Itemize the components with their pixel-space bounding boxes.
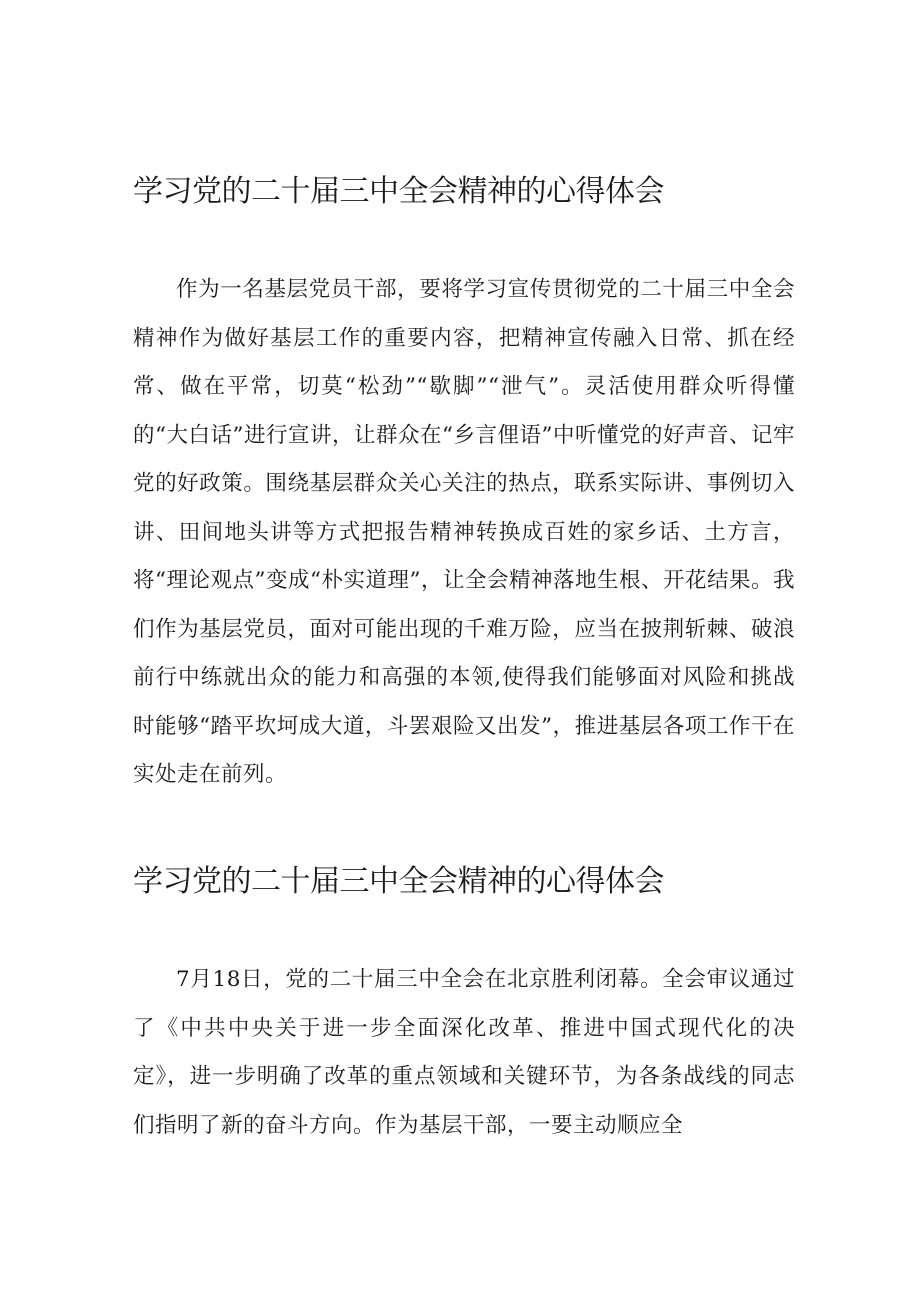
article-title: 学习党的二十届三中全会精神的心得体会 (133, 864, 664, 899)
article-title: 学习党的二十届三中全会精神的心得体会 (133, 174, 664, 209)
article-paragraph: 作为一名基层党员干部，要将学习宣传贯彻党的二十届三中全会精神作为做好基层工作的重要内容，把精神宣传融入日常、抓在经常、做在平常，切莫“松劲”“歇脚”“泄气”。灵活使用群众听得懂的“大白话”进行宣讲，让群众在“乡言俚语”中听懂党的好声音、记牢党的好政策。围绕基层群众关心关注的热点，联系实际讲、事例切入讲、田间地头讲等方式把报告精神转换成百姓的家乡话、土方言，将“理论观点”变成“朴实道理”，让全会精神落地生根、开花结果。我们作为基层党员，面对可能出现的千难万险，应当在披荆斩棘、破浪前行中练就出众的能力和高强的本领,使得我们能够面对风险和挑战时能够“踏平坎坷成大道，斗罢艰险又出发”，推进基层各项工作干在实处走在前列。 (133, 277, 795, 787)
article-paragraph: 7月18日，党的二十届三中全会在北京胜利闭幕。全会审议通过了《中共中央关于进一步全面深化改革、推进中国式现代化的决定》，进一步明确了改革的重点领域和关键环节，为各条战线的同志们指明了新的奋斗方向。作为基层干部，一要主动顺应全 (133, 967, 795, 1138)
article-section-2 (133, 858, 795, 1150)
article-section-1 (133, 168, 795, 800)
